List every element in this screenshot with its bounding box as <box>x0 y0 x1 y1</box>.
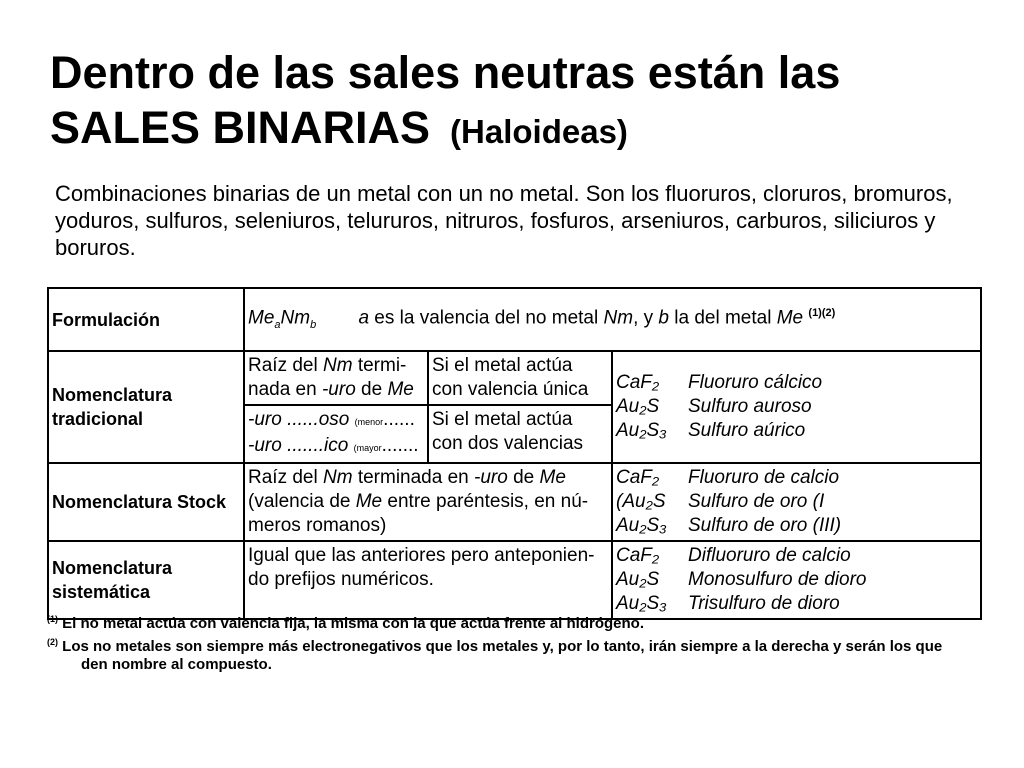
example-row <box>616 544 977 568</box>
text-2: , y <box>633 307 659 329</box>
formula-nm: Nm <box>280 307 311 329</box>
example-row <box>616 514 977 538</box>
stock-text-2: terminada en <box>352 467 475 488</box>
text-me: Me <box>776 307 804 329</box>
footnote-1 <box>47 610 987 633</box>
label-stock: Nomenclatura Stock <box>48 463 244 541</box>
sistematica-desc: Igual que las anteriores pero anteponien-do prefijos numéricos. <box>244 541 612 619</box>
oso-note: (menor <box>354 417 384 427</box>
formula-me: Me <box>248 307 275 329</box>
row-tradicional-1 <box>48 351 981 405</box>
raiz-uro: -uro <box>321 379 356 400</box>
example-row <box>616 395 977 419</box>
footnote-2 <box>47 633 987 656</box>
title-line-2 <box>50 100 840 159</box>
text-1: es la valencia del no metal <box>369 307 604 329</box>
example-name: Fluoruro de calcio <box>688 467 840 488</box>
stock-text-3: de <box>507 467 540 488</box>
example-row <box>616 568 977 592</box>
formula-b: b <box>310 319 317 332</box>
nomenclature-table <box>47 287 982 620</box>
raiz-nm: Nm <box>322 355 353 376</box>
example-formula: (Au₂S <box>616 491 666 512</box>
example-name: Sulfuro de oro (I <box>688 491 825 512</box>
example-formula: CaF₂ <box>616 467 660 488</box>
row-sistematica <box>48 541 981 619</box>
text-b: b <box>658 307 669 329</box>
row-formulacion <box>48 288 981 351</box>
title-main: SALES BINARIAS <box>50 102 431 153</box>
example-formula: Au₂S <box>616 569 660 590</box>
example-formula: Au₂S₃ <box>616 593 667 614</box>
label-sistematica: Nomenclatura sistemática <box>48 541 244 619</box>
oso-dots: ...... <box>383 409 415 430</box>
raiz-me: Me <box>387 379 414 400</box>
example-formula: Au₂S₃ <box>616 515 667 536</box>
sistematica-examples <box>612 541 981 619</box>
label-formulacion: Formulación <box>48 288 244 351</box>
suffix-oso <box>248 408 424 434</box>
formulacion-content <box>244 288 981 351</box>
footnote-2-mark: (2) <box>47 637 58 647</box>
slide-title <box>50 45 840 159</box>
example-formula: CaF₂ <box>616 372 660 393</box>
text-3: la del metal <box>668 307 777 329</box>
stock-me-2: Me <box>355 491 383 512</box>
stock-text-1: Raíz del <box>248 467 323 488</box>
text-a: a <box>358 307 370 329</box>
stock-nm: Nm <box>322 467 353 488</box>
title-sub: (Haloideas) <box>450 113 628 150</box>
example-formula: Au₂S <box>616 396 660 417</box>
intro-paragraph: Combinaciones binarias de un metal con un no metal. Son los fluoruros, cloruros, bromuros, yoduros, sulfuros, seleniuros, telururos, nitruros, fosfuros, arseniuros, carburos, siliciuros y boruros. <box>55 181 953 260</box>
stock-text-5: entre paréntesis, en nú-meros romanos) <box>248 491 589 536</box>
footnote-2-cont: den nombre al compuesto. <box>81 656 272 673</box>
row-stock <box>48 463 981 541</box>
tradicional-examples <box>612 351 981 463</box>
tradicional-raiz <box>244 351 428 405</box>
tradicional-dos: Si el metal actúa con dos valencias <box>428 405 612 463</box>
raiz-text-2: termi-nada en <box>248 355 407 400</box>
stock-text-4: (valencia de <box>248 491 356 512</box>
raiz-text-1: Raíz del <box>248 355 323 376</box>
footnote-refs: (1)(2) <box>808 307 836 320</box>
tradicional-unica: Si el metal actúa con valencia única <box>428 351 612 405</box>
example-name: Sulfuro de oro (III) <box>688 515 842 536</box>
footnote-1-text: El no metal actúa con valencia fija, la misma con la que actúa frente al hidrógeno. <box>58 615 645 632</box>
example-row <box>616 419 977 443</box>
ico-note: (mayor <box>353 443 382 453</box>
label-tradicional: Nomenclatura tradicional <box>48 351 244 463</box>
footnotes <box>47 610 987 674</box>
example-name: Monosulfuro de dioro <box>688 569 867 590</box>
footnote-1-mark: (1) <box>47 614 58 624</box>
text-nm: Nm <box>603 307 634 329</box>
example-formula: CaF₂ <box>616 545 660 566</box>
example-row <box>616 490 977 514</box>
example-name: Trisulfuro de dioro <box>688 593 840 614</box>
title-line-1: Dentro de las sales neutras están las <box>50 47 841 98</box>
footnote-2-text: Los no metales son siempre más electronegativos que los metales y, por lo tanto, irán siempre a la derecha y serán los que <box>58 638 943 655</box>
formula-a: a <box>274 319 281 332</box>
example-row <box>616 466 977 490</box>
stock-me: Me <box>539 467 566 488</box>
oso-text: -uro ......oso <box>248 409 350 430</box>
stock-desc <box>244 463 612 541</box>
ico-dots: ....... <box>381 435 419 456</box>
stock-examples <box>612 463 981 541</box>
example-row <box>616 371 977 395</box>
example-name: Difluoruro de calcio <box>688 545 851 566</box>
ico-text: -uro .......ico <box>248 435 349 456</box>
raiz-text-3: de <box>355 379 388 400</box>
example-name: Fluoruro cálcico <box>688 372 823 393</box>
example-name: Sulfuro auroso <box>688 396 812 417</box>
tradicional-suffixes <box>244 405 428 463</box>
example-name: Sulfuro aúrico <box>688 420 806 441</box>
suffix-ico <box>248 434 424 460</box>
stock-uro: -uro <box>474 467 508 488</box>
example-formula: Au₂S₃ <box>616 420 667 441</box>
